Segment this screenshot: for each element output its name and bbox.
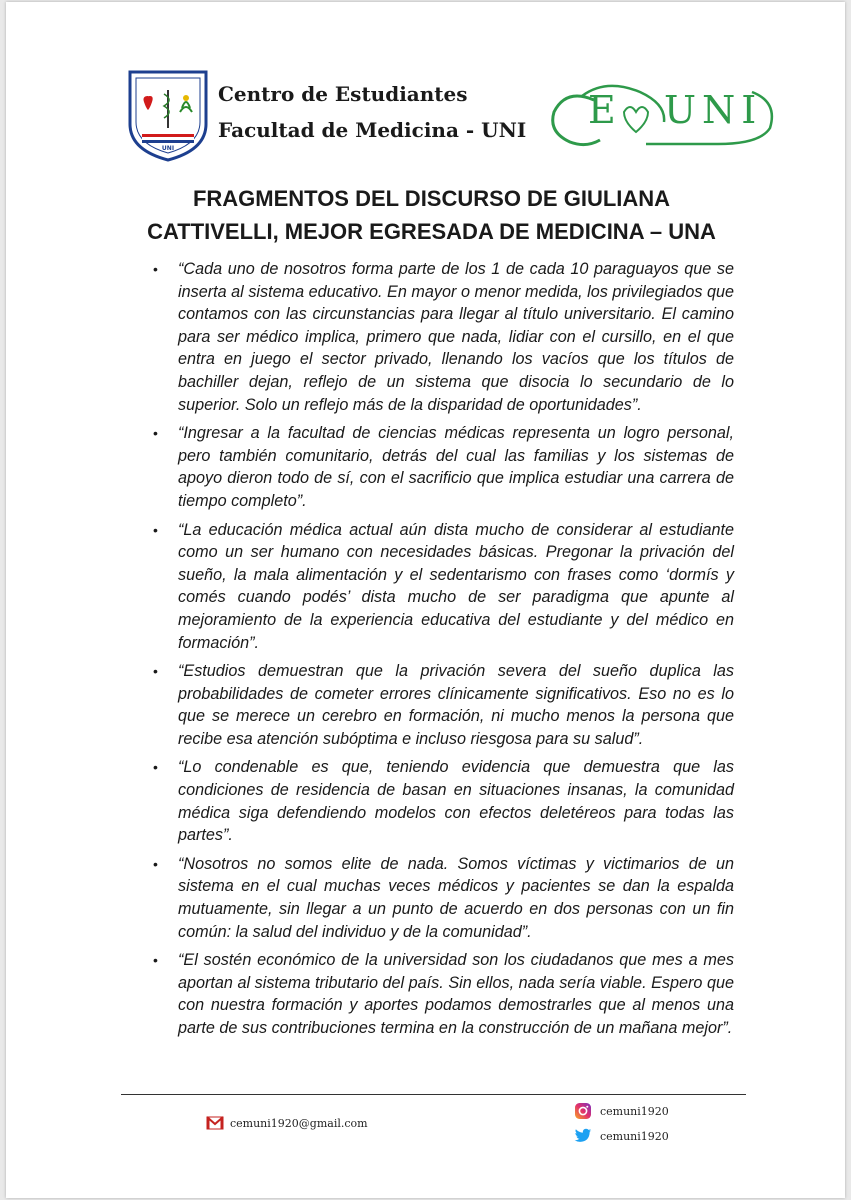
bullet-icon: • [153,521,158,538]
crest-bottom-text: UNI [161,145,175,152]
bullet-icon: • [153,663,158,680]
quote-text: “Estudios demuestran que la privación severa del sueño duplica las probabilidades de cometer errores clínicamente significativos. Eso no es lo que se merece un cerebro en formación, ni mucho menos la persona que recibe esa atención subóptima e incluso riesgosa para su salud”. [178,662,734,748]
footer-instagram[interactable] [574,1102,669,1120]
bullet-icon: • [153,952,158,969]
brand-letter-e: E [588,88,616,132]
footer-twitter[interactable] [574,1128,669,1144]
instagram-handle[interactable]: cemuni1920 [600,1104,669,1118]
list-item [153,519,734,655]
organization-name [218,76,526,148]
list-item [153,660,734,750]
quote-text: “Nosotros no somos elite de nada. Somos víctimas y victimarios de un sistema en el cual muchas veces médicos y pacientes se dan la espalda mutuamente, sin llegar a un punto de acuerdo en dos personas con un fin común: la salud del individuo y de la comunidad”. [178,854,734,941]
list-item [153,422,734,512]
quote-list [153,258,734,1046]
org-line-2: Facultad de Medicina - UNI [218,118,527,142]
bullet-icon: • [153,261,158,277]
brand-uni: UNI [664,88,763,132]
title-line-1: FRAGMENTOS DEL DISCURSO DE GIULIANA [192,186,671,211]
title-line-2: CATTIVELLI, MEJOR EGRESADA DE MEDICINA – UNA [147,219,716,244]
quote-text: “Ingresar a la facultad de ciencias médicas representa un logro personal, pero también comunitario, detrás del cual las familias y los sistemas de apoyo dieron todo de sí, con el sacrificio que implica estudiar una carrera de tiempo completo”. [178,424,734,510]
email-address[interactable]: cemuni1920@gmail.com [230,1116,368,1130]
bullet-icon: • [153,855,158,872]
list-item [153,756,734,846]
list-item [153,258,734,416]
quote-text: “El sostén económico de la universidad son los ciudadanos que mes a mes aportan al sistema tributario del país. Sin ellos, nada sería viable. Espero que con nuestra formación y aportes podamos demostrarles que al menos una parte de sus contribuciones termina en la construcción de un mañana mejor”. [178,951,734,1037]
footer-divider [121,1094,746,1095]
gmail-icon [206,1116,224,1130]
list-item [153,949,734,1039]
bullet-icon: • [153,425,158,442]
document-page [6,2,845,1198]
footer-email[interactable] [206,1116,368,1130]
instagram-icon [574,1102,592,1120]
bullet-icon: • [153,759,158,776]
quote-text: “Cada uno de nosotros forma parte de los 1 de cada 10 paraguayos que se inserta al sistema educativo. En mayor o menor medida, los privilegiados que contamos con las circunstancias para llegar al título universitario. El camino para ser médico implica, primero que nada, lidiar con el cursillo, en el que entra en juego el sector privado, llenando los vacíos que los títulos de bachiller dejan, reflejo de un sistema que disocia lo secundario de lo superior. Solo un reflejo más de la disparidad de oportunidades”. [178,260,734,414]
twitter-handle[interactable]: cemuni1920 [600,1129,669,1143]
document-title [6,182,851,248]
org-line-1: Centro de Estudiantes [218,82,468,106]
quote-text: “La educación médica actual aún dista mucho de considerar al estudiante como un ser humano con necesidades básicas. Pregonar la privación del sueño, la mala alimentación y el sedentarismo con frases como ‘dormís y comés cuando podés’ dista mucho de ser paradigma que apunte al mejoramiento de la experiencia educativa del estudiante y del médico en formación”. [178,520,734,652]
twitter-icon [574,1128,592,1144]
list-item [153,853,734,943]
quote-text: “Lo condenable es que, teniendo evidencia que demuestra que las condiciones de residencia de basan en situaciones insanas, la comunidad médica siga defendiendo modelos con efectos deletéreos para todas las partes”. [178,758,734,845]
faculty-crest-icon [124,68,212,162]
